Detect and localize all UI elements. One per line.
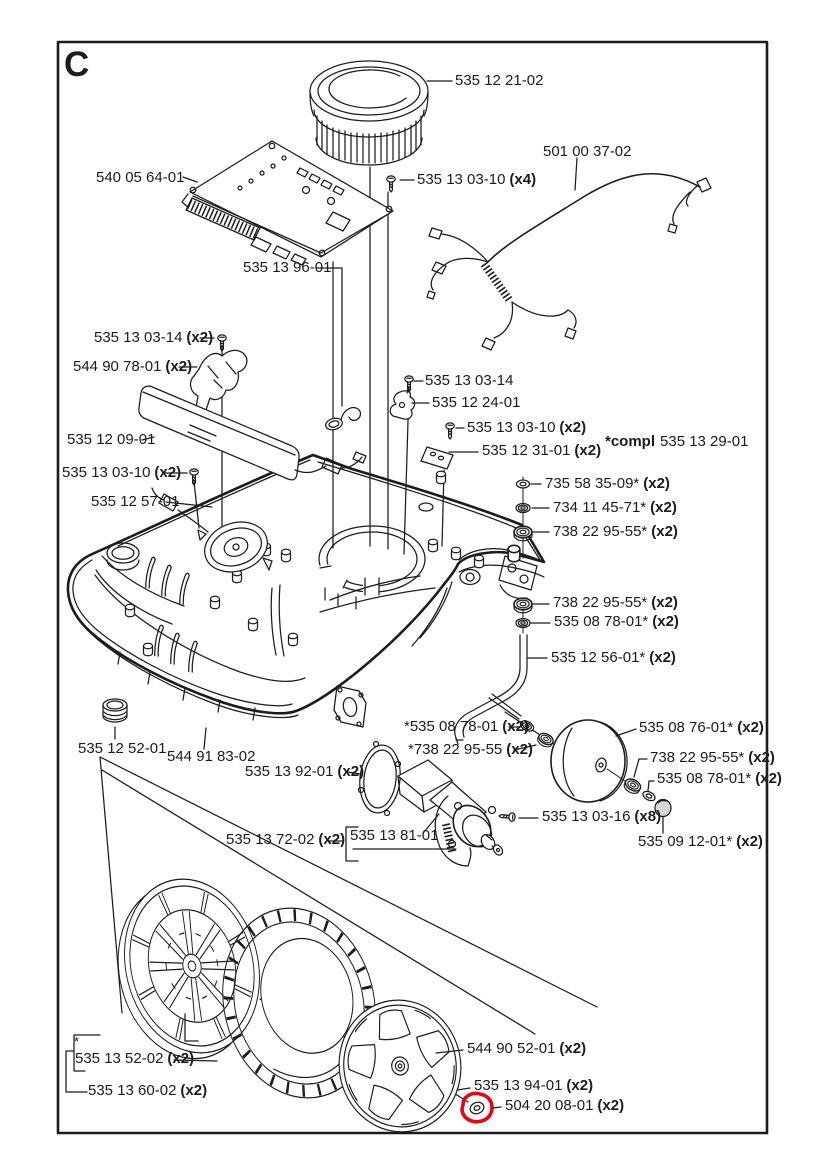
part-label: 535 12 09-01 [67,431,156,448]
part-label: 535 13 03-10 (x4) [417,171,537,188]
part-label: *535 08 78-01 (x2) [404,718,529,735]
part-label: 738 22 95-55* (x2) [553,523,678,540]
part-battery-bracket [191,350,247,413]
part-label: 535 12 21-02 [455,72,544,89]
part-label: 535 12 52-01 [78,740,167,757]
part-label: 501 00 37-02 [543,143,632,160]
part-hook-clip [324,408,360,432]
part-label: 535 08 76-01* (x2) [639,719,764,736]
part-label: 535 13 92-01 (x2) [245,763,365,780]
part-label: 535 13 03-10 (x2) [62,464,182,481]
part-chassis-plug [103,699,127,722]
part-blade-drum [310,61,428,165]
part-label: 544 91 83-02 [167,748,256,765]
part-label: 535 13 03-16 (x8) [542,808,662,825]
part-label: 535 08 78-01* (x2) [657,770,782,787]
part-label: 535 13 72-02 (x2) [226,831,346,848]
part-label: 535 12 31-01 (x2) [482,442,602,459]
part-label: 535 13 03-14 (x2) [94,329,214,346]
part-label: 738 22 95-55* (x2) [553,594,678,611]
part-label: 535 12 24-01 [432,394,521,411]
part-label: 540 05 64-01 [96,169,185,186]
part-label: 535 13 03-14 [425,372,514,389]
part-label: 504 20 08-01 (x2) [505,1097,625,1114]
footnote-asterisk: * [74,1034,80,1049]
part-clamp-clip [390,387,414,419]
part-label: 535 13 60-02 (x2) [88,1082,208,1099]
part-label: 535 09 12-01* (x2) [638,833,763,850]
part-label: 535 12 57-01 [91,493,180,510]
part-label: 535 08 78-01* (x2) [554,613,679,630]
part-label: *738 22 95-55 (x2) [408,741,533,758]
part-label: 535 13 96-01 [243,259,332,276]
part-label: 535 13 52-02 (x2) [75,1050,195,1067]
part-wheel-motor [398,760,504,866]
part-label: 544 90 78-01 (x2) [73,358,193,375]
part-wire-harness [427,174,711,350]
part-circuit-board [182,141,393,265]
part-label: 544 90 52-01 (x2) [467,1040,587,1057]
part-label: 735 58 35-09* (x2) [545,475,670,492]
part-wheel-rim [99,865,278,1073]
part-hub-washer [469,1100,486,1115]
section-letter: C [64,45,90,84]
part-contact-plate [421,447,453,484]
part-label: 734 11 45-71* (x2) [553,499,677,516]
part-label: 535 12 56-01* (x2) [551,649,676,666]
part-label: 535 13 81-01 [350,827,439,844]
part-label: 535 13 94-01 (x2) [474,1077,594,1094]
part-label: 535 13 03-10 (x2) [467,419,587,436]
part-label: 738 22 95-55* (x2) [650,749,775,766]
compl-note: *compl 535 13 29-01 [605,433,749,450]
